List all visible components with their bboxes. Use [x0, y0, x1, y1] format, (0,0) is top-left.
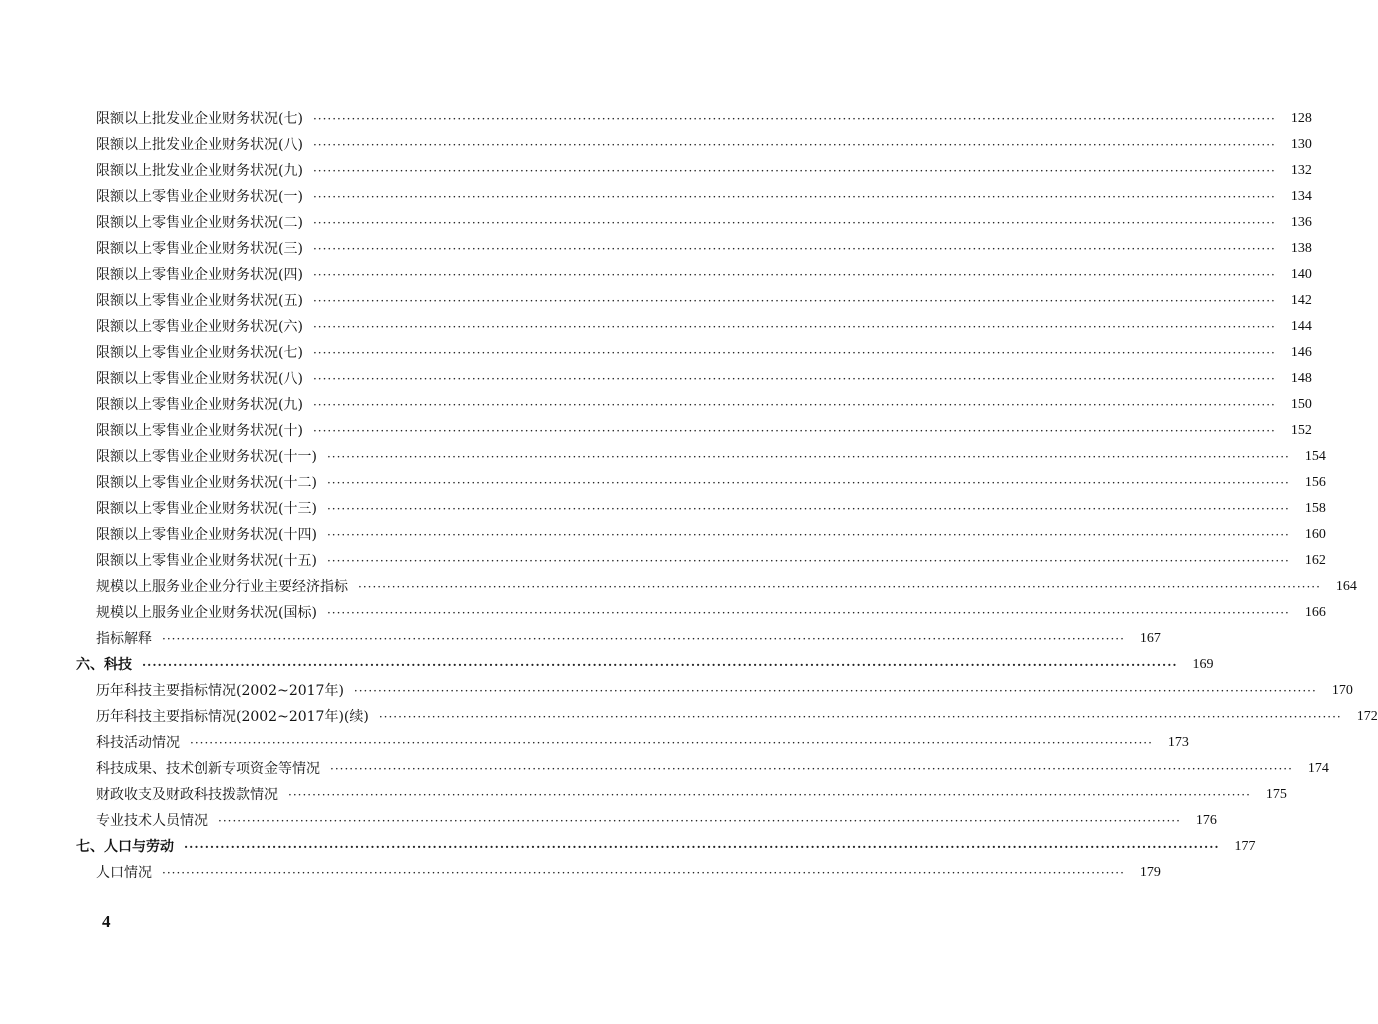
toc-entry-page: 164 [1335, 579, 1357, 594]
toc-leader-dots: ········································································································································································································ [142, 658, 1178, 672]
toc-entry-title: 科技活动情况 [96, 735, 180, 751]
toc-entry-title: 规模以上服务业企业财务状况(国标) [96, 605, 317, 621]
toc-leader-dots: ········································································································································································································ [312, 242, 1276, 256]
toc-entry-page: 175 [1265, 787, 1287, 802]
toc-leader-dots: ········································································································································································································ [312, 190, 1276, 204]
toc-entry [0, 808, 1217, 834]
toc-entry-title: 限额以上批发业企业财务状况(九) [96, 163, 303, 179]
toc-entry [0, 574, 1357, 600]
toc-entry-title: 专业技术人员情况 [96, 813, 208, 829]
toc-entry-title: 限额以上零售业企业财务状况(八) [96, 371, 303, 387]
toc-entry-page: 134 [1290, 189, 1312, 204]
toc-entry [0, 418, 1312, 444]
toc-leader-dots: ········································································································································································································ [326, 554, 1290, 568]
toc-leader-dots: ········································································································································································································ [312, 216, 1276, 230]
toc-entry [0, 730, 1189, 756]
toc-entry [0, 860, 1161, 886]
toc-entry-title: 限额以上零售业企业财务状况(十三) [96, 501, 317, 517]
toc-entry [0, 106, 1312, 132]
table-of-contents [0, 106, 1378, 886]
toc-entry-title: 限额以上零售业企业财务状况(五) [96, 293, 303, 309]
toc-entry-title: 限额以上批发业企业财务状况(七) [96, 111, 303, 127]
toc-entry-title: 限额以上零售业企业财务状况(一) [96, 189, 303, 205]
toc-entry-page: 179 [1139, 865, 1161, 880]
toc-leader-dots: ········································································································································································································ [312, 346, 1276, 360]
toc-entry [0, 340, 1312, 366]
toc-entry-page: 156 [1304, 475, 1326, 490]
toc-entry-page: 148 [1290, 371, 1312, 386]
toc-entry [0, 548, 1326, 574]
toc-entry-title: 限额以上零售业企业财务状况(十四) [96, 527, 317, 543]
toc-entry [0, 678, 1353, 704]
toc-leader-dots: ········································································································································································································ [378, 710, 1342, 724]
toc-entry [0, 600, 1326, 626]
toc-entry [0, 366, 1312, 392]
toc-entry-page: 160 [1304, 527, 1326, 542]
toc-entry [0, 314, 1312, 340]
toc-entry-page: 166 [1304, 605, 1326, 620]
toc-entry-page: 167 [1139, 631, 1161, 646]
toc-entry-page: 146 [1290, 345, 1312, 360]
toc-entry-page: 140 [1290, 267, 1312, 282]
toc-entry-title: 限额以上零售业企业财务状况(四) [96, 267, 303, 283]
toc-entry-title: 限额以上零售业企业财务状况(二) [96, 215, 303, 231]
toc-entry [0, 522, 1326, 548]
toc-leader-dots: ········································································································································································································ [312, 424, 1276, 438]
toc-entry [0, 158, 1312, 184]
page-number: 4 [102, 912, 111, 931]
toc-leader-dots: ········································································································································································································ [326, 606, 1290, 620]
toc-entry-page: 144 [1290, 319, 1312, 334]
toc-entry-page: 169 [1192, 657, 1214, 672]
toc-leader-dots: ········································································································································································································ [353, 684, 1317, 698]
toc-entry-title: 限额以上零售业企业财务状况(七) [96, 345, 303, 361]
toc-entry-page: 173 [1167, 735, 1189, 750]
toc-entry [0, 756, 1329, 782]
toc-entry-page: 170 [1331, 683, 1353, 698]
toc-entry-page: 150 [1290, 397, 1312, 412]
toc-entry-title: 人口情况 [96, 865, 152, 881]
toc-entry [0, 184, 1312, 210]
toc-leader-dots: ········································································································································································································ [218, 814, 1181, 828]
toc-entry-page: 138 [1290, 241, 1312, 256]
toc-leader-dots: ········································································································································································································ [358, 580, 1321, 594]
toc-entry-title: 科技成果、技术创新专项资金等情况 [96, 761, 320, 777]
toc-entry [0, 392, 1312, 418]
toc-leader-dots: ········································································································································································································ [312, 268, 1276, 282]
toc-entry-title: 指标解释 [96, 631, 152, 647]
toc-leader-dots: ········································································································································································································ [312, 372, 1276, 386]
toc-leader-dots: ········································································································································································································ [288, 788, 1251, 802]
toc-leader-dots: ········································································································································································································ [326, 528, 1290, 542]
toc-entry [0, 236, 1312, 262]
toc-leader-dots: ········································································································································································································ [326, 450, 1290, 464]
toc-leader-dots: ········································································································································································································ [184, 840, 1220, 854]
toc-entry-page: 152 [1290, 423, 1312, 438]
toc-entry-title: 六、科技 [76, 657, 132, 673]
toc-leader-dots: ········································································································································································································ [326, 476, 1290, 490]
toc-entry [0, 626, 1161, 652]
toc-entry-title: 限额以上零售业企业财务状况(十一) [96, 449, 317, 465]
toc-entry [0, 782, 1287, 808]
toc-leader-dots: ········································································································································································································ [330, 762, 1293, 776]
toc-leader-dots: ········································································································································································································ [162, 632, 1125, 646]
toc-entry-page: 176 [1195, 813, 1217, 828]
toc-leader-dots: ········································································································································································································ [162, 866, 1125, 880]
toc-section-heading [0, 834, 1256, 860]
toc-entry [0, 444, 1326, 470]
toc-leader-dots: ········································································································································································································ [312, 398, 1276, 412]
toc-entry [0, 496, 1326, 522]
toc-entry-page: 136 [1290, 215, 1312, 230]
toc-entry-title: 限额以上零售业企业财务状况(三) [96, 241, 303, 257]
toc-entry-title: 历年科技主要指标情况(2002~2017年)(续) [96, 709, 369, 725]
toc-entry-title: 限额以上零售业企业财务状况(十) [96, 423, 303, 439]
toc-entry-title: 七、人口与劳动 [76, 839, 174, 855]
toc-leader-dots: ········································································································································································································ [312, 164, 1276, 178]
toc-leader-dots: ········································································································································································································ [312, 294, 1276, 308]
toc-entry [0, 704, 1378, 730]
toc-entry-title: 限额以上零售业企业财务状况(十二) [96, 475, 317, 491]
toc-leader-dots: ········································································································································································································ [312, 112, 1276, 126]
toc-entry-page: 158 [1304, 501, 1326, 516]
toc-leader-dots: ········································································································································································································ [190, 736, 1153, 750]
toc-entry [0, 132, 1312, 158]
toc-entry [0, 210, 1312, 236]
toc-entry-page: 174 [1307, 761, 1329, 776]
toc-entry-title: 限额以上零售业企业财务状况(九) [96, 397, 303, 413]
toc-entry-page: 154 [1304, 449, 1326, 464]
toc-entry-title: 限额以上批发业企业财务状况(八) [96, 137, 303, 153]
toc-entry-title: 限额以上零售业企业财务状况(六) [96, 319, 303, 335]
toc-entry-title: 历年科技主要指标情况(2002~2017年) [96, 683, 344, 699]
toc-entry [0, 262, 1312, 288]
toc-leader-dots: ········································································································································································································ [326, 502, 1290, 516]
toc-entry-page: 162 [1304, 553, 1326, 568]
toc-entry-title: 财政收支及财政科技拨款情况 [96, 787, 278, 803]
toc-leader-dots: ········································································································································································································ [312, 138, 1276, 152]
toc-entry-page: 132 [1290, 163, 1312, 178]
toc-entry-page: 128 [1290, 111, 1312, 126]
toc-entry [0, 288, 1312, 314]
toc-entry-title: 限额以上零售业企业财务状况(十五) [96, 553, 317, 569]
toc-entry-page: 142 [1290, 293, 1312, 308]
toc-entry-page: 172 [1356, 709, 1378, 724]
toc-section-heading [0, 652, 1214, 678]
toc-entry-page: 130 [1290, 137, 1312, 152]
toc-entry [0, 470, 1326, 496]
toc-entry-title: 规模以上服务业企业分行业主要经济指标 [96, 579, 348, 595]
toc-entry-page: 177 [1234, 839, 1256, 854]
toc-leader-dots: ········································································································································································································ [312, 320, 1276, 334]
